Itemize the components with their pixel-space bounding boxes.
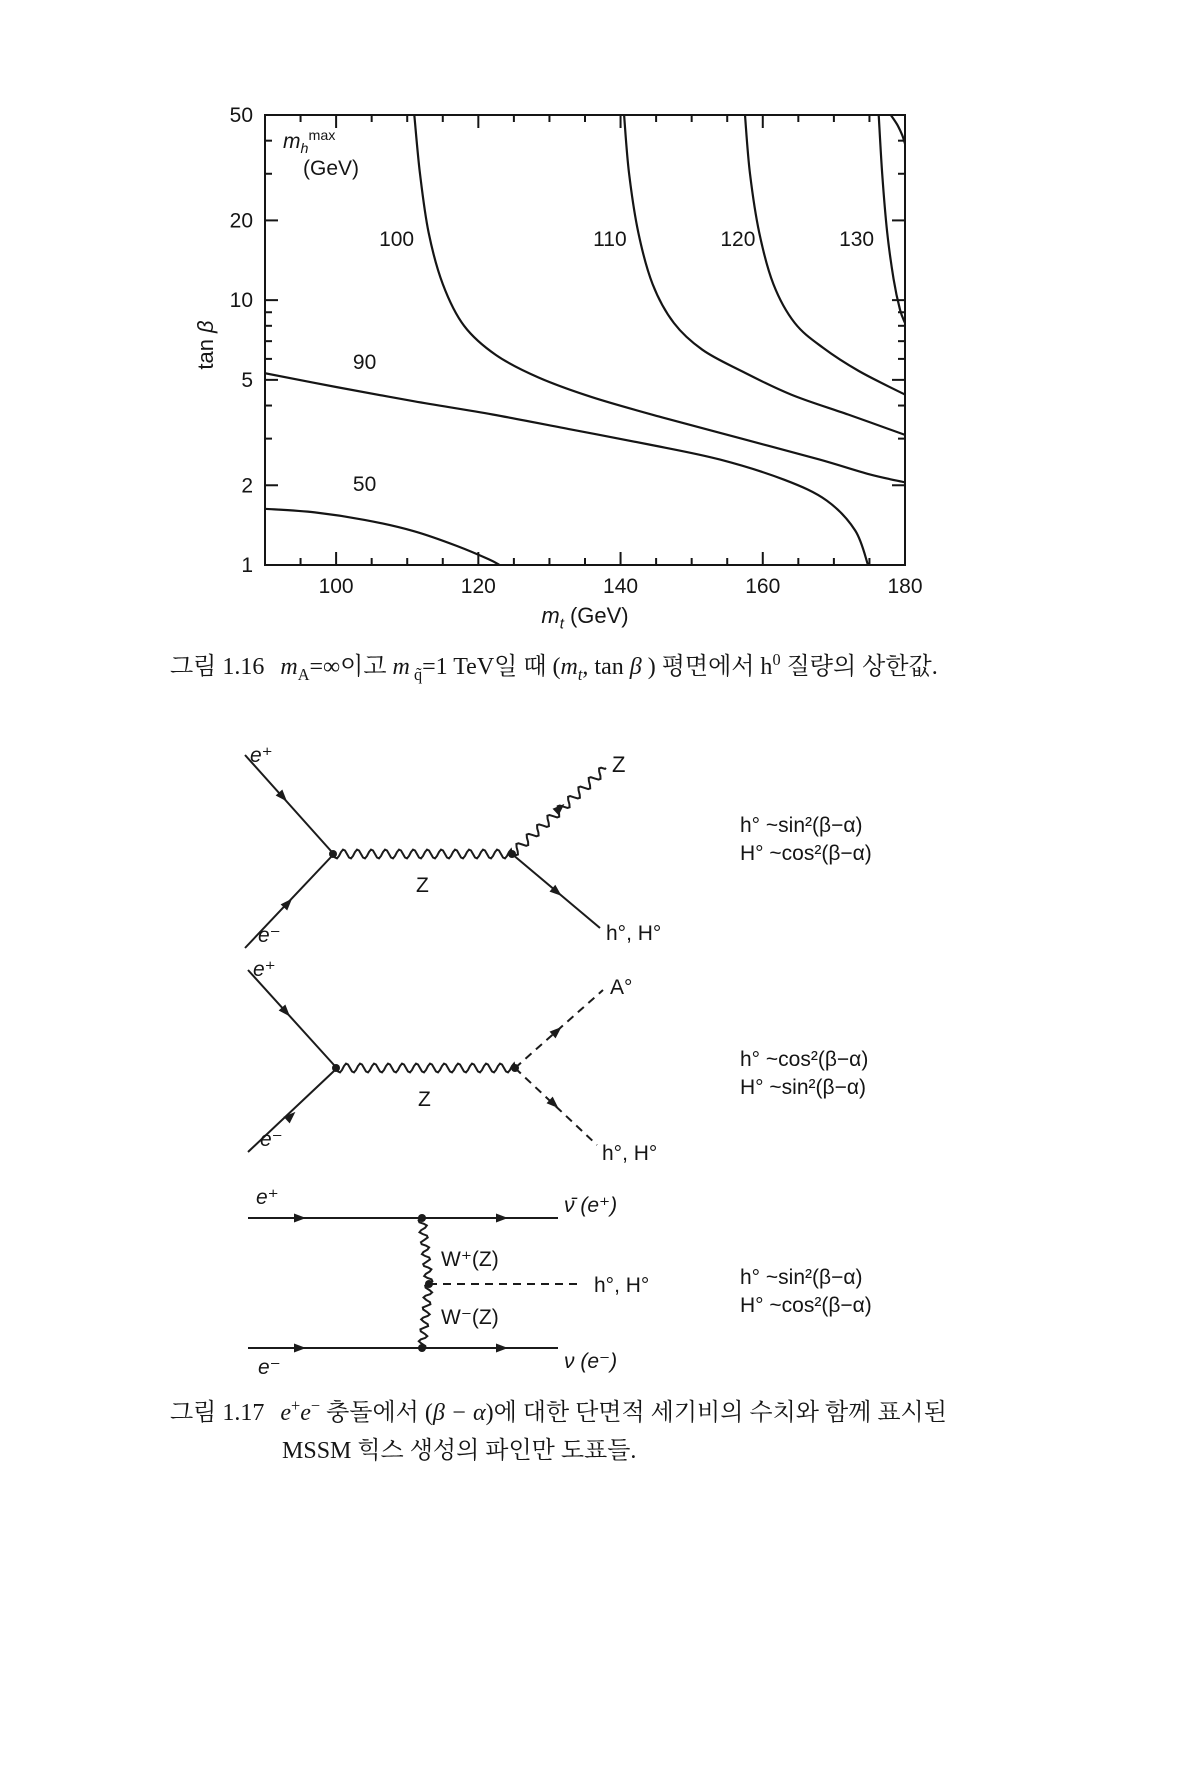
contour-line-110 — [624, 115, 905, 435]
d1-epos-line — [245, 755, 331, 851]
d3-wplus-label: W⁺(Z) — [441, 1248, 499, 1271]
figure-1-16-caption-label: 그림 1.16 — [170, 654, 265, 680]
x-tick-label: 160 — [745, 575, 781, 598]
diagram-associated-production — [248, 970, 603, 1152]
figure-1-16-caption — [170, 646, 1050, 684]
d2-z-propagator-label: Z — [418, 1088, 431, 1111]
y-tick-label: 20 — [229, 209, 253, 233]
x-tick-label: 140 — [603, 575, 639, 598]
figure-1-17-caption-body: e+e− 충돌에서 (β − α)에 대한 단면적 세기비의 수치와 함께 표시된 — [280, 1396, 947, 1426]
contour-line-edge — [891, 115, 905, 144]
d1-higgs-label: h°, H° — [606, 922, 662, 945]
contour-label-130: 130 — [839, 228, 875, 252]
x-tick-label: 180 — [887, 575, 923, 598]
d3-vertex-top — [418, 1214, 426, 1222]
contour-lines — [265, 115, 905, 565]
contour-line-90 — [265, 373, 868, 565]
d3-epos-label: e⁺ — [256, 1186, 279, 1209]
d2-a-out-label: A° — [610, 976, 633, 999]
x-tick-label: 120 — [460, 575, 496, 598]
x-axis-title: $m_t$ (GeV) — [541, 603, 629, 633]
d2-higgs-label: h°, H° — [602, 1142, 658, 1165]
contour-label-50: 50 — [352, 473, 377, 497]
d3-higgs-label: h°, H° — [594, 1274, 650, 1297]
d3-top-arrow-1 — [294, 1214, 306, 1223]
d3-bottom-arrow-1 — [294, 1344, 306, 1353]
diagram-vector-boson-fusion — [248, 1218, 577, 1348]
d1-epos-label: e⁺ — [250, 744, 273, 767]
d2-epos-line — [248, 970, 334, 1065]
d3-nu-label: ν (e⁻) — [564, 1350, 618, 1373]
figure-1-16-chart — [193, 90, 940, 635]
corner-label: $m_h^{max}$ — [283, 128, 336, 158]
d1-z-out-label: Z — [612, 752, 626, 777]
x-tick-label: 100 — [318, 575, 354, 598]
contour-line-50 — [265, 509, 500, 565]
contour-line-130 — [879, 115, 905, 323]
d3-vertex-mid — [425, 1280, 433, 1288]
d2-vertex-right — [511, 1064, 519, 1072]
d2-annotation-h: h° ~cos²(β−α) — [740, 1048, 869, 1071]
diagram-higgsstrahlung — [245, 755, 606, 948]
y-tick-label: 10 — [229, 289, 253, 313]
contour-label-120: 120 — [720, 228, 756, 252]
d2-eneg-label: e⁻ — [260, 1128, 283, 1151]
d3-top-arrow-2 — [496, 1214, 508, 1223]
contour-label-100: 100 — [379, 228, 415, 252]
y-axis-title: tan β — [193, 320, 218, 370]
d3-wminus-line — [419, 1284, 432, 1348]
contour-label-90: 90 — [352, 350, 377, 374]
figure-1-17-caption-label: 그림 1.17 — [170, 1400, 265, 1426]
d3-wminus-label: W⁻(Z) — [441, 1306, 499, 1329]
figure-1-17-caption-line1 — [170, 1392, 1070, 1427]
y-tick-label: 50 — [229, 104, 253, 127]
d1-eneg-label: e⁻ — [258, 924, 281, 947]
d3-nubar-label: ν̄ (e⁺) — [564, 1194, 618, 1217]
d2-epos-label: e⁺ — [253, 958, 276, 981]
d3-annotation-h: h° ~sin²(β−α) — [740, 1266, 863, 1289]
d3-bottom-arrow-2 — [496, 1344, 508, 1353]
figure-1-17-caption-line2: MSSM 힉스 생성의 파인만 도표들. — [282, 1438, 637, 1464]
y-tick-label: 5 — [241, 368, 253, 392]
d1-vertex-right — [508, 850, 516, 858]
figure-1-16-caption-body: $m_A=\infty$이고 m $_{q̃}$=1 TeV일 때 ($m_t$, tan β ) 평면에서 $h^0$ 질량의 상한값. — [280, 650, 938, 684]
d3-annotation-H: H° ~cos²(β−α) — [740, 1294, 872, 1317]
d2-z-propagator — [336, 1064, 515, 1073]
d1-z-propagator — [333, 850, 512, 859]
d2-annotation-H: H° ~sin²(β−α) — [740, 1076, 866, 1099]
contour-label-110: 110 — [593, 228, 627, 252]
d3-wplus-line — [419, 1218, 433, 1284]
d1-annotation-H: H° ~cos²(β−α) — [740, 842, 872, 865]
d1-vertex-left — [329, 850, 337, 858]
figure-1-17-diagrams — [0, 730, 1193, 1390]
corner-label-unit: (GeV) — [303, 157, 360, 180]
d1-z-propagator-label: Z — [416, 874, 429, 897]
y-tick-label: 2 — [241, 474, 253, 498]
y-tick-label: 1 — [241, 554, 253, 577]
d1-annotation-h: h° ~sin²(β−α) — [740, 814, 863, 837]
d3-eneg-label: e⁻ — [258, 1356, 281, 1379]
d3-vertex-bottom — [418, 1344, 426, 1352]
d2-vertex-left — [332, 1064, 340, 1072]
plot-frame — [265, 115, 905, 565]
